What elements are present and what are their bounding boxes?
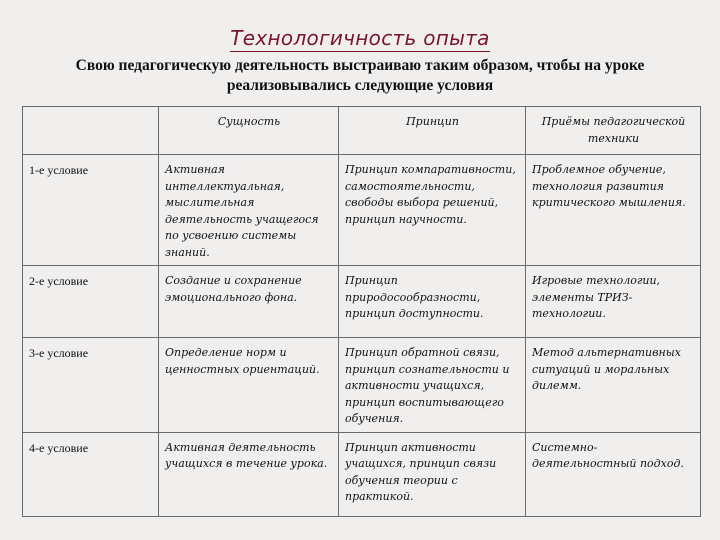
techniques-cell: Метод альтернативных ситуаций и моральных дилемм. [526,338,701,433]
condition-label: 3-е условие [23,338,159,433]
techniques-cell: Проблемное обучение, технология развития критического мышления. [526,155,701,266]
essence-cell: Определение норм и ценностных ориентаций. [159,338,339,433]
table-row [23,266,701,338]
header-essence: Сущность [159,107,339,155]
table-header-row [23,107,701,155]
condition-label: 2-е условие [23,266,159,338]
principle-cell: Принцип компаративности, самостоятельности, свободы выбора решений, принцип научности. [339,155,526,266]
header-techniques: Приёмы педагогической техники [526,107,701,155]
essence-cell: Активная деятельность учащихся в течение урока. [159,432,339,516]
conditions-table [22,106,701,517]
slide-title [0,26,720,50]
principle-cell: Принцип природосообразности, принцип доступности. [339,266,526,338]
header-empty [23,107,159,155]
essence-cell: Создание и сохранение эмоционального фона. [159,266,339,338]
header-principle: Принцип [339,107,526,155]
table-row [23,338,701,433]
essence-cell: Активная интеллектуальная, мыслительная деятельность учащегося по усвоению системы знаний. [159,155,339,266]
slide-title-text: Технологичность опыта [230,26,490,50]
table-row [23,432,701,516]
slide-subtitle: Свою педагогическую деятельность выстраиваю таким образом, чтобы на уроке реализовывались следующие условия [75,57,645,94]
principle-cell: Принцип активности учащихся, принцип связи обучения теории с практикой. [339,432,526,516]
techniques-cell: Системно-деятельностный подход. [526,432,701,516]
condition-label: 4-е условие [23,432,159,516]
techniques-cell: Игровые технологии, элементы ТРИЗ-технологии. [526,266,701,338]
principle-cell: Принцип обратной связи, принцип сознательности и активности учащихся, принцип воспитывающего обучения. [339,338,526,433]
table-row [23,155,701,266]
condition-label: 1-е условие [23,155,159,266]
